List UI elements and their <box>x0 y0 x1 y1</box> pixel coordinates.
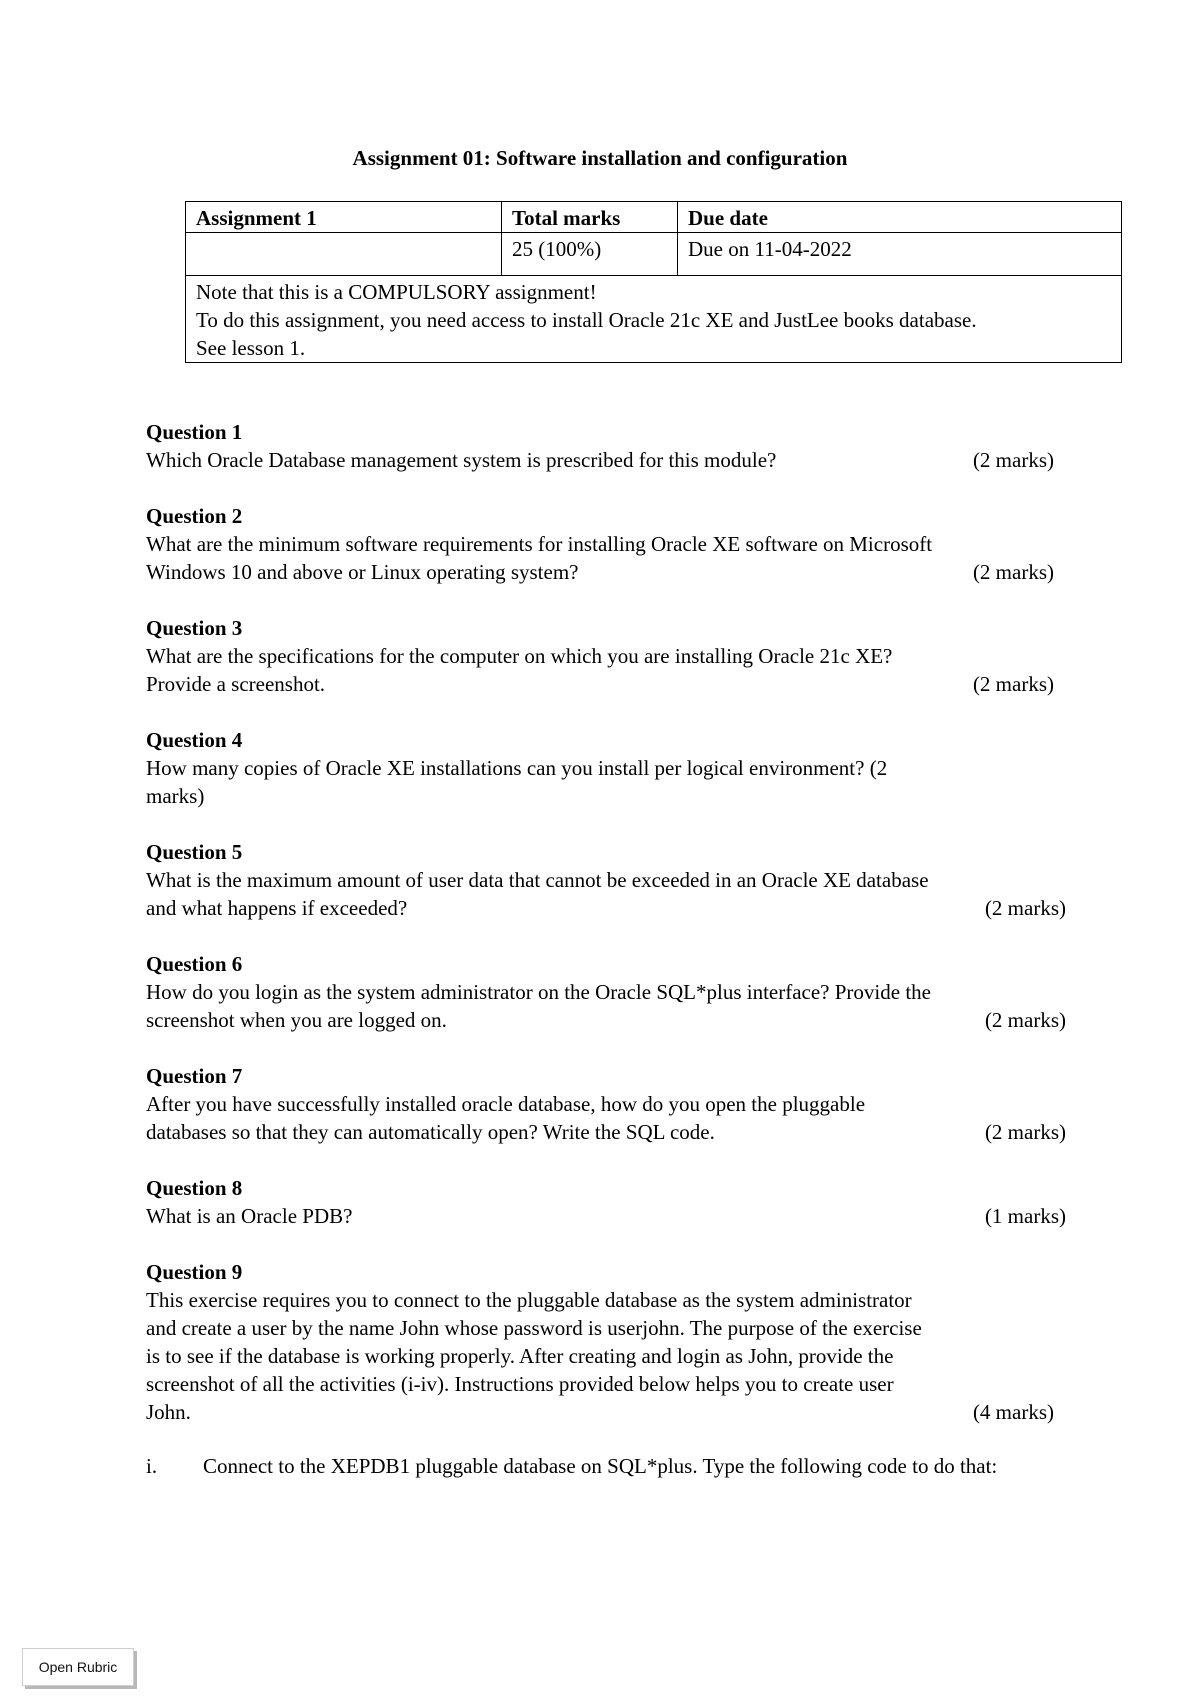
question-marks: (2 marks) <box>984 1120 1066 1144</box>
question-text: What is the maximum amount of user data that cannot be exceeded in an Oracle XE database <box>146 868 929 892</box>
question-marks: (2 marks) <box>972 560 1054 584</box>
question-marks: (2 marks) <box>972 672 1054 696</box>
question-line <box>146 1398 1066 1426</box>
question-text: marks) <box>146 784 205 808</box>
question-line <box>146 754 1066 782</box>
question-text: Which Oracle Database management system is prescribed for this module? <box>146 448 777 472</box>
question-text: What are the minimum software requirements for installing Oracle XE software on Microsoft <box>146 532 933 556</box>
question-line <box>146 530 1066 558</box>
question-text: What are the specifications for the computer on which you are installing Oracle 21c XE? <box>146 644 893 668</box>
question-marks: (2 marks) <box>984 896 1066 920</box>
question-marks: (2 marks) <box>972 448 1054 472</box>
table-values-row <box>186 233 1122 276</box>
question-heading: Question 5 <box>146 840 243 864</box>
question-line <box>146 1370 1066 1398</box>
question-heading: Question 6 <box>146 952 243 976</box>
question-line <box>146 894 1066 922</box>
question-heading: Question 3 <box>146 616 243 640</box>
question-line <box>146 1314 1066 1342</box>
question-text: How many copies of Oracle XE installations can you install per logical environment? (2 <box>146 756 888 780</box>
header-assignment: Assignment 1 <box>186 202 502 233</box>
instruction-text: Connect to the XEPDB1 pluggable database on SQL*plus. Type the following code to do that: <box>203 1454 998 1478</box>
note-line: To do this assignment, you need access to install Oracle 21c XE and JustLee books database. <box>196 308 977 332</box>
question-heading: Question 1 <box>146 420 243 444</box>
question-line <box>146 1090 1066 1118</box>
question-text: After you have successfully installed oracle database, how do you open the pluggable <box>146 1092 866 1116</box>
header-total-marks: Total marks <box>502 202 678 233</box>
value-total-marks: 25 (100%) <box>502 233 678 276</box>
assignment-info-table <box>185 201 1122 363</box>
question-text: This exercise requires you to connect to the pluggable database as the system administrator <box>146 1288 912 1312</box>
question-text: Windows 10 and above or Linux operating system? <box>146 560 579 584</box>
question-line <box>146 1342 1066 1370</box>
question-9 <box>146 1258 1066 1426</box>
question-marks: (2 marks) <box>984 1008 1066 1032</box>
table-header-row <box>186 202 1122 233</box>
question-6 <box>146 950 1066 1034</box>
question-text: John. <box>146 1400 191 1424</box>
table-note-row <box>186 276 1122 363</box>
question-line <box>146 1118 1066 1146</box>
question-line <box>146 1006 1066 1034</box>
question-text: How do you login as the system administrator on the Oracle SQL*plus interface? Provide the <box>146 980 931 1004</box>
question-heading: Question 8 <box>146 1176 243 1200</box>
note-line: See lesson 1. <box>196 336 306 360</box>
question-text: Provide a screenshot. <box>146 672 326 696</box>
note-line: Note that this is a COMPULSORY assignment! <box>196 280 597 304</box>
question-text: is to see if the database is working properly. After creating and login as John, provide the <box>146 1344 894 1368</box>
value-assignment <box>186 233 502 276</box>
question-line <box>146 1202 1066 1230</box>
assignment-note <box>186 276 1122 363</box>
question-marks: (1 marks) <box>984 1204 1066 1228</box>
page-title: Assignment 01: Software installation and configuration <box>352 146 848 170</box>
question-heading: Question 9 <box>146 1260 243 1284</box>
question-8 <box>146 1174 1066 1230</box>
question-heading: Question 2 <box>146 504 243 528</box>
question-line <box>146 642 1066 670</box>
question-line <box>146 446 1066 474</box>
header-due-date: Due date <box>678 202 1122 233</box>
open-rubric-button[interactable]: Open Rubric <box>22 1648 134 1686</box>
question-2 <box>146 502 1066 586</box>
question-3 <box>146 614 1066 698</box>
question-5 <box>146 838 1066 922</box>
question-4 <box>146 726 1066 810</box>
question-text: screenshot when you are logged on. <box>146 1008 447 1032</box>
question-text: and what happens if exceeded? <box>146 896 408 920</box>
question-1 <box>146 418 1066 474</box>
question-text: and create a user by the name John whose password is userjohn. The purpose of the exercise <box>146 1316 922 1340</box>
question-text: screenshot of all the activities (i-iv). Instructions provided below helps you to create user <box>146 1372 894 1396</box>
instruction-item <box>146 1452 1066 1480</box>
value-due-date: Due on 11-04-2022 <box>678 233 1122 276</box>
question-marks: (4 marks) <box>972 1400 1054 1424</box>
questions-list <box>146 418 1066 1480</box>
question-line <box>146 866 1066 894</box>
question-line <box>146 782 1066 810</box>
question-text: databases so that they can automatically open? Write the SQL code. <box>146 1120 715 1144</box>
question-line <box>146 1286 1066 1314</box>
question-heading: Question 7 <box>146 1064 243 1088</box>
question-text: What is an Oracle PDB? <box>146 1204 353 1228</box>
question-heading: Question 4 <box>146 728 243 752</box>
question-7 <box>146 1062 1066 1146</box>
question-line <box>146 558 1066 586</box>
question-line <box>146 978 1066 1006</box>
question-line <box>146 670 1066 698</box>
instruction-number: i. <box>146 1454 158 1478</box>
